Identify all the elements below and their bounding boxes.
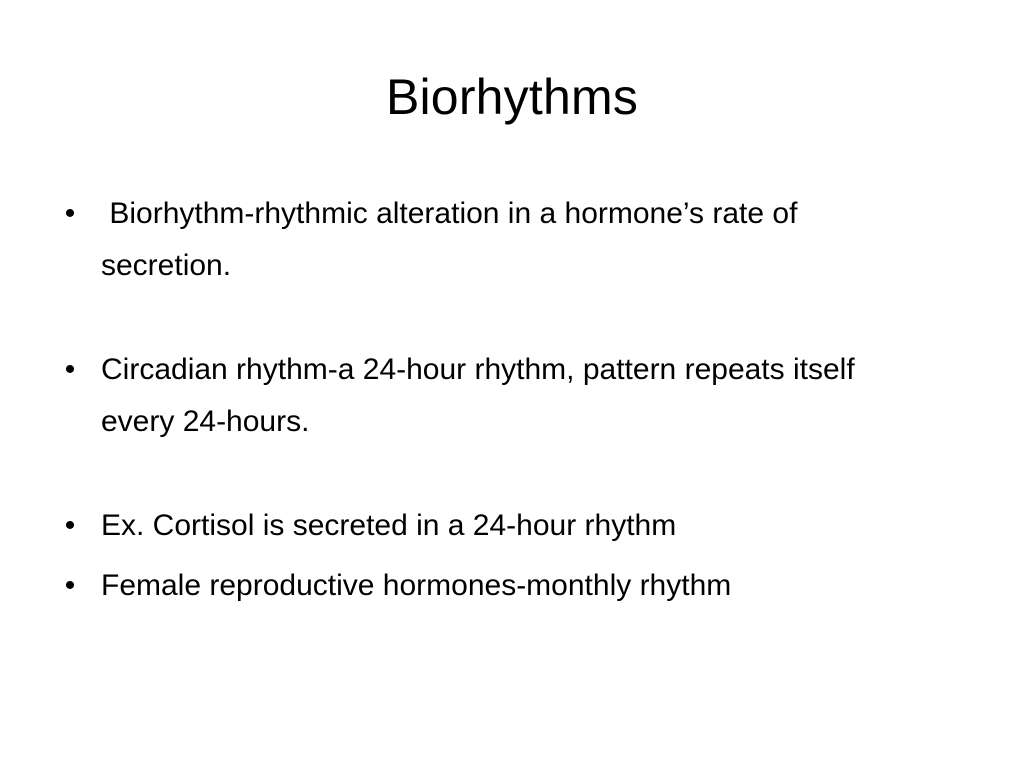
bullet-marker: •: [64, 509, 76, 542]
bullet-item: [60, 188, 960, 292]
bullet-list: [60, 188, 960, 612]
bullet-item: [60, 344, 960, 448]
bullet-marker: •: [64, 569, 76, 602]
bullet-marker: •: [64, 197, 76, 230]
bullet-item: [60, 500, 960, 552]
bullet-text: Circadian rhythm-a 24-hour rhythm, pattern repeats itself every 24-hours.: [101, 353, 855, 438]
bullet-text: Female reproductive hormones-monthly rhythm: [101, 569, 732, 602]
bullet-item: [60, 560, 960, 612]
bullet-spacer: [60, 448, 960, 500]
bullet-spacer: [60, 292, 960, 344]
slide-title: Biorhythms: [385, 69, 639, 125]
bullet-text: Ex. Cortisol is secreted in a 24-hour rhythm: [101, 509, 677, 542]
bullet-marker: •: [64, 353, 76, 386]
bullet-text: Biorhythm-rhythmic alteration in a hormone’s rate of secretion.: [101, 197, 806, 282]
